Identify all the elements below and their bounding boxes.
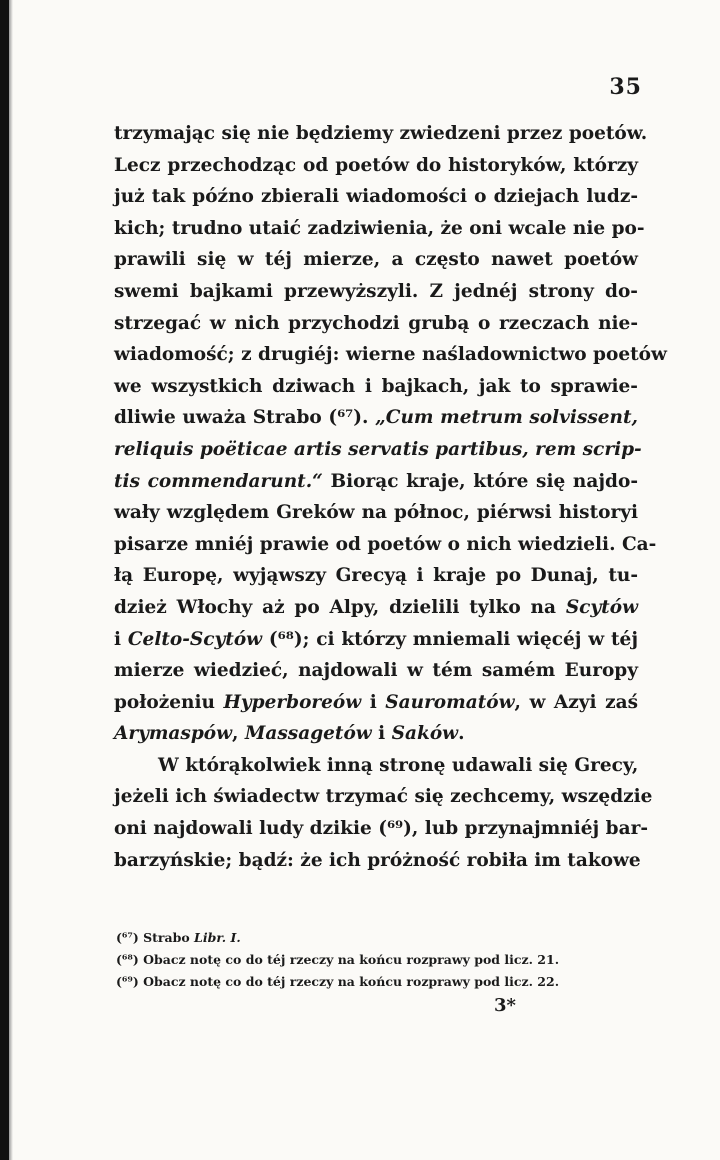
footnote: (⁶⁷) Strabo Libr. I.: [116, 930, 241, 945]
text-line: jeżeli ich świadectw trzymać się zechcemy, wszędzie: [114, 786, 653, 808]
text-line: łą Europę, wyjąwszy Grecyą i kraje po Dunaj, tu-: [114, 565, 638, 587]
text-line: barzyńskie; bądź: że ich próżność robiła im takowe: [114, 849, 641, 871]
text-line: swemi bajkami przewyższyli. Z jednéj strony do-: [114, 280, 638, 302]
text-line: mierze wiedzieć, najdowali w tém samém Europy: [114, 660, 638, 682]
printer-signature-mark: 3*: [494, 995, 516, 1016]
latin-quote: „Cum metrum solvissent,: [375, 407, 638, 429]
footnote: (⁶⁸) Obacz notę co do téj rzeczy na końcu rozprawy pod licz. 21.: [116, 952, 560, 967]
people-name: Sauromatów: [385, 691, 515, 713]
text-line: Arymaspów, Massagetów i Saków.: [114, 723, 465, 745]
main-text: [114, 118, 667, 876]
text-line: we wszystkich dziwach i bajkach, jak to sprawie-: [114, 375, 638, 397]
footnotes: [116, 927, 616, 993]
text-line: Lecz przechodząc od poetów do historyków, którzy: [114, 154, 638, 176]
latin-quote: reliquis poëticae artis servatis partibus, rem scrip-: [114, 438, 642, 460]
people-name: Celto-Scytów: [127, 628, 263, 650]
text-line: wiadomość; z drugiéj: wierne naśladownictwo poetów: [114, 344, 667, 366]
text-line: dzież Włochy aż po Alpy, dzielili tylko na Scytów: [114, 596, 638, 618]
latin-quote: tis commendarunt.“: [114, 470, 323, 492]
text-line: położeniu Hyperboreów i Sauromatów, w Azyi zaś: [114, 691, 638, 713]
spine-edge: [9, 0, 13, 1160]
text-line: tis commendarunt.“ Biorąc kraje, które się najdo-: [114, 470, 638, 492]
people-name: Arymaspów: [114, 723, 233, 745]
people-name: Scytów: [565, 596, 638, 618]
text-line: dliwie uważa Strabo (⁶⁷). „Cum metrum solvissent,: [114, 407, 638, 429]
text-line: wały względem Greków na północ, piérwsi historyi: [114, 502, 638, 524]
people-name: Massagetów: [244, 723, 372, 745]
text-line: [114, 434, 642, 466]
text-line: W którąkolwiek inną stronę udawali się Grecy,: [158, 754, 639, 776]
page-number: 35: [609, 74, 642, 100]
text-line: kich; trudno utaić zadziwienia, że oni wcale nie po-: [114, 217, 645, 239]
text-line: pisarze mniéj prawie od poetów o nich wiedzieli. Ca-: [114, 533, 657, 555]
people-name: Hyperboreów: [223, 691, 362, 713]
text-line: już tak późno zbierali wiadomości o dziejach ludz-: [114, 186, 638, 208]
people-name: Saków: [391, 723, 459, 745]
text-line: strzegać w nich przychodzi grubą o rzeczach nie-: [114, 312, 638, 334]
text-line: oni najdowali ludy dzikie (⁶⁹), lub przynajmniéj bar-: [114, 818, 649, 840]
text-line: i Celto-Scytów (⁶⁸); ci którzy mniemali więcéj w téj: [114, 628, 639, 650]
text-line: trzymając się nie będziemy zwiedzeni przez poetów.: [114, 123, 648, 144]
book-spine-shadow: [0, 0, 9, 1160]
footnote: (⁶⁹) Obacz notę co do téj rzeczy na końcu rozprawy pod licz. 22.: [116, 974, 560, 989]
text-line: prawili się w téj mierze, a często nawet poetów: [114, 249, 638, 271]
